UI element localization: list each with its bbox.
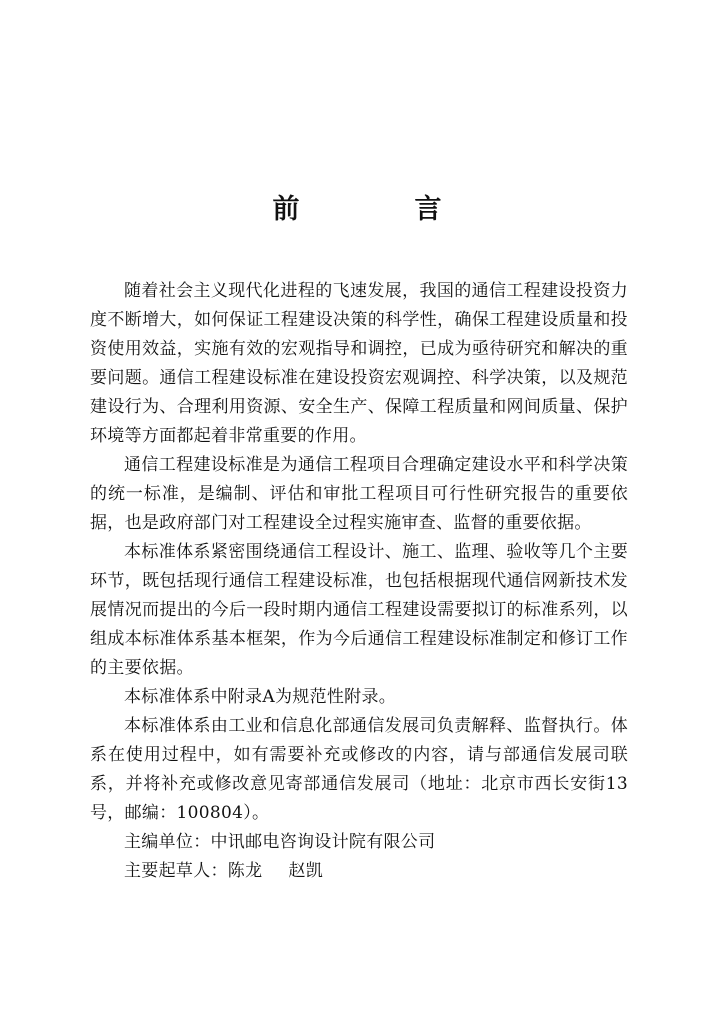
paragraph-2: 通信工程建设标准是为通信工程项目合理确定建设水平和科学决策的统一标准，是编制、评估和审批工程项目可行性研究报告的重要依据，也是政府部门对工程建设全过程实施审查、监督的重要依据。 (90, 455, 628, 533)
drafting-unit: 主编单位：中讯邮电咨询设计院有限公司 (124, 832, 436, 852)
drafters-label: 主要起草人：陈龙 (124, 861, 263, 881)
paragraph-5: 本标准体系由工业和信息化部通信发展司负责解释、监督执行。体系在使用过程中，如有需要补充或修改的内容，请与部通信发展司联系，并将补充或修改意见寄部通信发展司（地址：北京市西长安街13号，邮编：100804）。 (90, 716, 628, 823)
main-drafters (90, 857, 628, 886)
paragraph-3: 本标准体系紧密围绕通信工程设计、施工、监理、验收等几个主要环节，既包括现行通信工程建设标准，也包括根据现代通信网新技术发展情况而提出的今后一段时期内通信工程建设需要拟订的标准系列，以组成本标准体系基本框架，作为今后通信工程建设标准制定和修订工作的主要依据。 (90, 542, 628, 678)
preface-body (90, 277, 628, 886)
drafter-second: 赵凯 (288, 861, 324, 881)
paragraph-4: 本标准体系中附录A为规范性附录。 (124, 687, 397, 707)
page-title: 前 言 (272, 194, 486, 225)
paragraph-1: 随着社会主义现代化进程的飞速发展，我国的通信工程建设投资力度不断增大，如何保证工程建设决策的科学性，确保工程建设质量和投资使用效益，实施有效的宏观指导和调控，已成为亟待研究和解决的重要问题。通信工程建设标准在建设投资宏观调控、科学决策，以及规范建设行为、合理利用资源、安全生产、保障工程质量和网间质量、保护环境等方面都起着非常重要的作用。 (90, 281, 628, 446)
